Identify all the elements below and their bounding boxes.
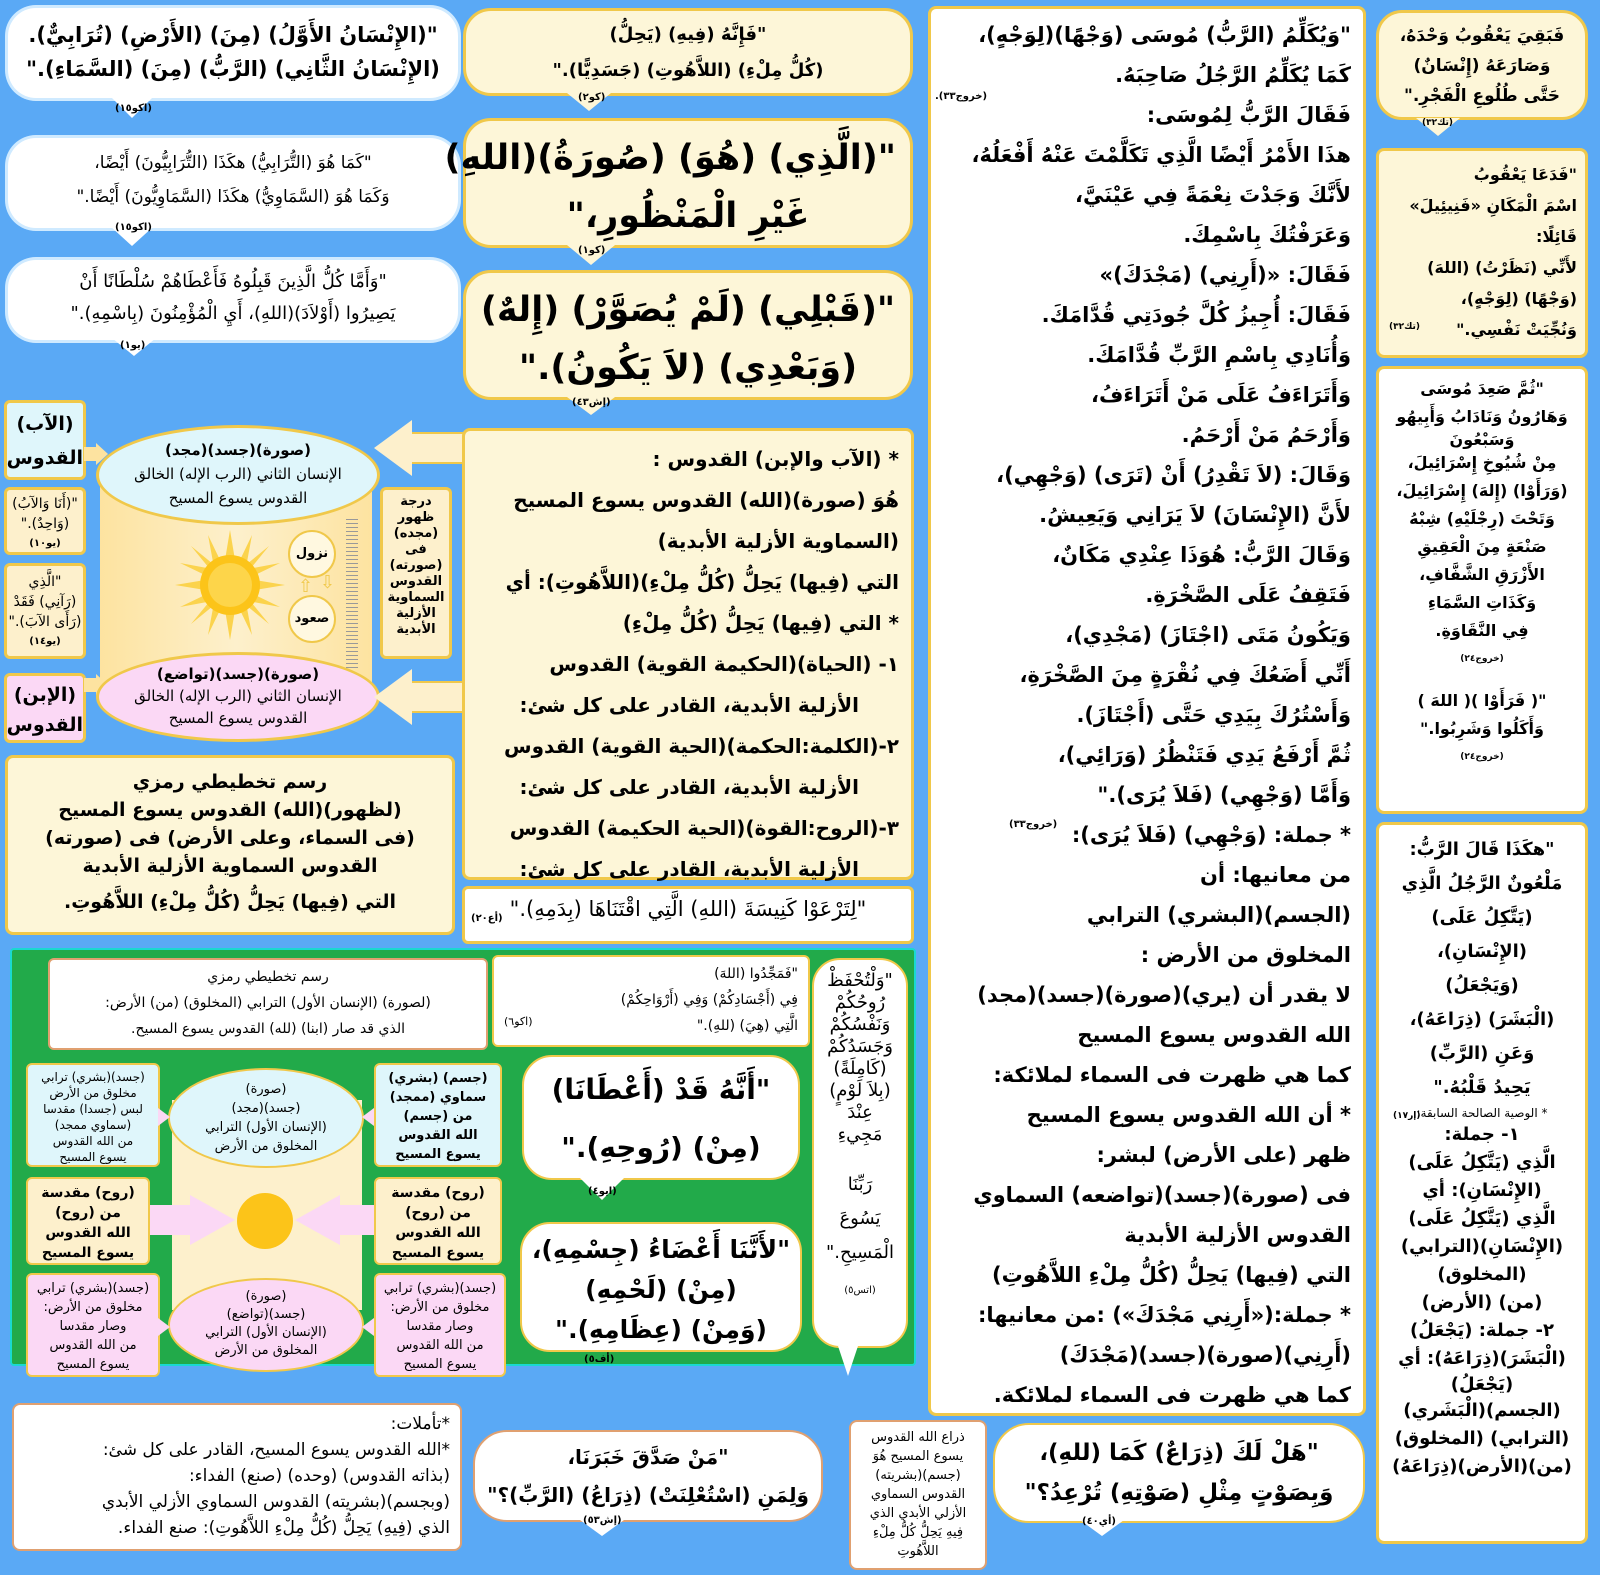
symbolic-diagram-caption: رسم تخطيطي رمزي (لظهور)(الله) القدوس يسوع المسيح (فى السماء، وعلى الأرض) فى (صورته) القدوس السماوية الأزلية الأبدية التي (فِيها) يَحِلُّ (كُلُّ مِلْءِ) اللاَّهُوتِ. — [5, 755, 455, 935]
i-and-father-one-box: "(أَنَا وَالآبُ) (وَاحِدٌ)." (يو١٠) — [4, 487, 86, 555]
descend-circle: نزول — [288, 530, 336, 578]
arrow-left-icon — [374, 669, 412, 725]
scale-ruler — [346, 518, 358, 668]
reference-label: (اكو١٥) — [115, 222, 152, 233]
reference-label: (إش٤٣) — [572, 397, 611, 408]
arrow-right-icon — [84, 447, 96, 461]
elders-saw-god-box: "ثُمَّ صَعِدَ مُوسَى وَهَارُونُ وَنَادَابُ وَأَبِيهُو وَسَبْعُونَ مِنْ شُيُوخِ إِسْرَائِيلَ، (وَرَأَوْا) (إِلهَ) إِسْرَائِيلَ، وَتَحْتَ (رِجْلَيْهِ) شِبْهُ صَنْعَةٍ مِنَ الْعَقِيقِ الأَزْرَقِ الشَّفَّافِ، وَكَذَاتِ السَّمَاءِ فِي النَّقَاوَةِ. (خروج٢٤) "( فَرَأَوْا )( اللهَ ) وَأَكَلُوا وَشَرِبُوا." (خروج٢٤) — [1376, 366, 1588, 814]
reference-label: (ايو٤) — [588, 1186, 617, 1197]
arrow-up-icon: ⇧ — [298, 576, 314, 597]
arm-of-god-box: ذراع الله القدوس يسوع المسيح هُوَ (جسم)(بشريته) القدوس السماوي الأزلي الأبدي الذي فِيهِ يَحِلُّ كُلُّ مِلْءِ اللاَّهُوتِ — [849, 1420, 987, 1570]
penuel-quote-box: "فَدَعَا يَعْقُوبُ اسْمَ الْمَكَانِ «فَنِيئِيلَ» قَائِلًا: لأَنِّي (نَظَرْتُ) (اللهَ) (وَجْهًا) (لِوَجْهٍ)، وَنُجِّيَتْ نَفْسِي." (تك٣٢) — [1376, 148, 1588, 358]
quote-bubble-earthly-heavenly: "كَمَا هُوَ (التُّرَابِيُّ) هكَذَا (التُّرَابِيُّونَ) أَيْضًا، وَكَمَا هُوَ (السَّمَاوِيُّ) هكَذَا (السَّمَاوِيُّونَ) أَيْضًا." — [8, 138, 458, 228]
arrow-right-icon — [150, 1205, 190, 1235]
arrow-left-icon — [410, 432, 465, 464]
sun-icon — [175, 530, 285, 640]
first-man-glory-ellipse: (صورة) (جسد)(مجد) (الإنسان الأول) الترابي المخلوق من الأرض — [168, 1068, 364, 1168]
sun-circle-icon — [237, 1193, 293, 1249]
exodus-33-text-box: "وَيُكَلِّمُ (الرَّبُّ) مُوسَى (وَجْهًا)(لِوَجْهٍ)، كَمَا يُكَلِّمُ الرَّجُلُ صَاحِبَهُ. فَقَالَ الرَّبُّ لِمُوسَى: هذَا الأَمْرُ أَيْضًا الَّذِي تَكَلَّمْتَ عَنْهُ أَفْعَلُهُ، لأَنَّكَ وَجَدْتَ نِعْمَةً فِي عَيْنَيَّ، وَعَرَفْتُكَ بِاسْمِكَ. فَقَالَ: «(أَرِنِي) (مَجْدَكَ)» فَقَالَ: أُجِيزُ كُلَّ جُودَتِي قُدَّامَكَ. وَأُنَادِي بِاسْمِ الرَّبِّ قُدَّامَكَ. وَأَتَرَاءَفُ عَلَى مَنْ أَتَرَاءَفُ، وَأَرْحَمُ مَنْ أَرْحَمُ. وَقَالَ: (لاَ تَقْدِرُ) أَنْ (تَرَى) (وَجْهِي)، لأَنَّ (الإِنْسَانَ) لاَ يَرَانِي وَيَعِيشُ. وَقَالَ الرَّبُّ: هُوَذَا عِنْدِي مَكَانٌ، فَتَقِفُ عَلَى الصَّخْرَةِ. وَيَكُونُ مَتَى (اجْتَازَ) (مَجْدِي)، أَنِّي أَضَعُكَ فِي نُقْرَةٍ مِنَ الصَّخْرَةِ، وَأَسْتُرُكَ بِيَدِي حَتَّى (أَجْتَازَ). ثُمَّ أَرْفَعُ يَدِي فَتَنْظُرُ (وَرَائِي)، وَأَمَّا (وَجْهِي) (فَلاَ يُرَى)." * جملة: (وَجْهِي) (فَلاَ يُرَى): من معانيها: أن (الجسم)(البشري) الترابي المخلوق من الأرض : لا يقدر أن (يري)(صورة)(جسد)(مجد) الله القدوس يسوع المسيح كما هي ظهرت فى السماء لملائكة: * أن الله القدوس يسوع المسيح ظهر (على الأرض) لبشر: فى (صورة)(جسد)(تواضعه) السماوي القدوس الأزلية الأبدية التي (فِيها) يَحِلُّ (كُلُّ مِلْءِ اللاَّهُوتِ) * جملة:(«أَرِنِي مَجْدَكَ») :من معانيها: (أَرِنِي)(صورة)(جسد)(مَجْدَكَ) كما هي ظهرت فى السماء لملائكة. (خروج٣٣). (خروج٣٣) — [928, 6, 1366, 1416]
quote-bubble-first-second-man: "(الإِنْسَانُ الأَوَّلُ) (مِنَ) (الأَرْضِ) (تُرَابِيٌّ). (الإِنْسَانُ الثَّانِي) (الرَّبُّ) (مِنَ) (السَّمَاءِ)." — [8, 8, 458, 98]
quote-bubble-arm-like-god: "هَلْ لَكَ (ذِرَاعٌ) كَمَا (للهِ)، وَبِصَوْتٍ مِثْلِ (صَوْتِهِ) تُرْعِدُ؟" — [993, 1423, 1365, 1523]
arrow-right-icon — [158, 1108, 170, 1126]
seen-me-seen-father-box: "الَّذِي (رَآنِي) فَقَدْ (رَأَى الآبَ)." (يو١٤) — [4, 563, 86, 659]
quote-bubble-image-of-god: "(الَّذِي) (هُوَ) (صُورَةُ)(اللهِ) غَيْرِ الْمَنْظُورِ،" — [463, 118, 913, 248]
quote-bubble-children-of-god: "وَأَمَّا كُلُّ الَّذِينَ قَبِلُوهُ فَأَعْطَاهُمْ سُلْطَانًا أَنْ يَصِيرُوا (أَوْلاَدَ)(اللهِ)، أَيِ الْمُؤْمِنُونَ (بِاسْمِهِ)." — [8, 260, 458, 340]
quote-bubble-fullness-deity: "فَإِنَّهُ (فِيهِ) (يَحِلُّ) (كُلُّ مِلْءِ) (اللاَّهُوتِ) (جَسَدِيًّا)." — [463, 8, 913, 96]
holy-spirit-right-box: (روح) مقدسة من (روح) الله القدوس يسوع المسيح — [374, 1177, 502, 1265]
arrow-left-icon — [295, 1195, 340, 1245]
trinity-explanation-box: * (الآب والإبن) القدوس : هُوَ (صورة)(الله) القدوس يسوع المسيح (السماوية الأزلية الأبدية) التي (فِيها) يَحِلُّ (كُلُّ مِلْءِ)(اللاَّهُوتِ): أي * التي (فِيها) يَحِلُّ (كُلُّ مِلْءِ) ١- (الحياة)(الحكيمة القوية) القدوس الأزلية الأبدية، القادر على كل شئ: ٢-(الكلمة:الحكمة)(الحية القوية) القدوس الأزلية الأبدية، القادر على كل شئ: ٣-(الروح:القوة)(الحية الحكيمة) القدوس الأزلية الأبدية، القادر على كل شئ: — [462, 428, 914, 880]
quote-bubble-members-of-body: "لأَنَّنَا أَعْضَاءُ (جِسْمِهِ)، (مِنْ) (لَحْمِهِ) (وَمِنْ) (عِظَامِهِ)." — [520, 1222, 802, 1352]
holy-spirit-left-box: (روح) مقدسة من (روح) الله القدوس يسوع المسيح — [26, 1177, 150, 1265]
first-man-humility-ellipse: (صورة) (جسد)(تواضع) (الإنسان الأول) الترابي المخلوق من الأرض — [168, 1278, 364, 1372]
reference-label: (اكو١٥) — [115, 103, 152, 114]
arrow-left-icon — [362, 1318, 374, 1336]
arrow-right-icon — [84, 678, 96, 692]
reference-label: (يو١) — [120, 340, 146, 351]
son-holy-box: (الإبن) القدوس — [4, 673, 86, 743]
arrow-right-icon — [158, 1318, 170, 1336]
arrow-down-icon: ⇩ — [320, 572, 336, 593]
church-quote-box: "لِتَرْعَوْا كَنِيسَةَ (اللهِ) الَّتِي اقْتَنَاهَا (بِدَمِهِ)." (أع٢٠) — [462, 886, 914, 944]
quote-bubble-before-me: "(قَبْلِي) (لَمْ يُصَوَّرْ) (إِلهٌ) (وَبَعْدِي) (لاَ يَكُونُ)." — [463, 270, 913, 400]
jeremiah-17-box: "هكَذَا قَالَ الرَّبُّ: مَلْعُونٌ الرَّجُلُ الَّذِي (يَتَّكِلُ عَلَى) (الإِنْسَانِ)، (وَيَجْعَلُ) (الْبَشَرَ) (ذِرَاعَهُ)، وَعَنِ (الرَّبِّ) يَحِيدُ قَلْبُهُ." (إر١٧) * الوصية الصالحة السابقة: ١- جملة: الَّذِي (يَتَّكِلُ عَلَى) (الإِنْسَانِ): أي الَّذِي (يَتَّكِلُ عَلَى) (الإِنْسَانِ)(الترابي) (المخلوق) (من) (الأرض) ٢- جملة: (يَجْعَلُ) (الْبَشَرَ)(ذِرَاعَهُ): أي (يَجْعَلُ) (الجسم)(الْبَشَري) (الترابي) (المخلوق) (من)(الأرض)(ذِرَاعَهُ) — [1376, 822, 1588, 1544]
earthly-body-clothed-box: (جسد)(بشري) ترابي مخلوق من الأرض لبس (جسدا) مقدسا (سماوي ممجد) من الله القدوس يسوع المسيح — [26, 1063, 160, 1167]
quote-bubble-jacob-wrestled: فَبَقِيَ يَعْقُوبُ وَحْدَهُ، وَصَارَعَهُ (إِنْسَانٌ) حَتَّى طُلُوعِ الْفَجْرِ." — [1376, 10, 1588, 120]
reference-label: (أف٥) — [584, 1354, 615, 1365]
heavenly-body-box: (جسم) (بشري) سماوي (ممجد) من (جسم) الله القدوس يسوع المسيح — [374, 1063, 502, 1167]
reference-label: (كو١) — [578, 245, 606, 256]
quote-bubble-who-believed: "مَنْ صَدَّقَ خَبَرَنَا، وَلِمَنِ (اسْتُعْلِنَتْ) (ذِرَاعُ) (الرَّبِّ)؟" — [473, 1430, 823, 1522]
arrow-left-icon — [374, 420, 412, 476]
father-holy-box: (الآب) القدوس — [4, 400, 86, 480]
glory-ellipse: (صورة)(جسد)(مجد) الإنسان الثاني (الرب الإله) الخالق القدوس يسوع المسيح — [96, 425, 380, 525]
reference-label: (كو٢) — [578, 92, 606, 103]
green-title-box: رسم تخطيطي رمزي (لصورة) (الإنسان الأول) الترابي (المخلوق) (من) الأرض: الذي قد صار (ابنا) (لله) القدوس يسوع المسيح. — [48, 958, 488, 1050]
meditations-box: *تأملات: *الله القدوس يسوع المسيح، القادر على كل شئ: (بذاته القدوس) (وحده) (صنع) الفداء: (وبجسم)(بشريته) القدوس السماوي الأزلي الأبدي الذي (فِيهِ) يَحِلُّ (كُلُّ مِلْءِ اللاَّهُوتِ): صنع الفداء. — [12, 1403, 462, 1551]
arrow-right-icon — [190, 1195, 235, 1245]
arrow-left-icon — [362, 1108, 374, 1126]
arrow-left-icon — [410, 681, 465, 713]
quote-bubble-keep-spirit: "وَلْتُحْفَظْ رُوحُكُمْ وَنَفْسُكُمْ وَجَسَدُكُمْ (كَامِلَةً) (بِلاَ لَوْمٍ) عِنْدَ مَجِيءِ رَبِّنَا يَسُوعَ الْمَسِيحِ." (اتس٥) — [812, 958, 908, 1348]
earthly-body-sanctified-right-box: (جسد)(بشري) ترابي مخلوق من الأرض: وصار مقدسا من الله القدوس يسوع المسيح — [374, 1273, 506, 1377]
ascend-circle: صعود — [288, 595, 336, 643]
earthly-body-sanctified-left-box: (جسد)(بشري) ترابي مخلوق من الأرض: وصار مقدسا من الله القدوس يسوع المسيح — [26, 1273, 160, 1377]
bubble-tail — [838, 1346, 858, 1376]
quote-bubble-gave-us-spirit: "أَنَّهُ قَدْ (أَعْطَانَا) (مِنْ) (رُوحِهِ)." — [522, 1055, 800, 1180]
reference-label: (تك٣٢) — [1422, 118, 1454, 128]
reference-label: (إش٥٣) — [583, 1515, 622, 1526]
reference-label: (أي٤٠) — [1082, 1516, 1116, 1527]
humility-ellipse: (صورة)(جسد)(تواضع) الإنسان الثاني (الرب الإله) الخالق القدوس يسوع المسيح — [96, 652, 380, 742]
degree-of-glory-box: درجة ظهور (مجده) فى (صورته) القدوس السماوية الأزلية الأبدية — [380, 487, 452, 659]
glorify-god-quote: "فَمَجِّدُوا (اللهَ) فِي (أَجْسَادِكُمْ) وَفِي (أَرْوَاحِكُمْ) الَّتِي (هِيَ) (للهِ)." (اكو٦) — [492, 955, 810, 1047]
